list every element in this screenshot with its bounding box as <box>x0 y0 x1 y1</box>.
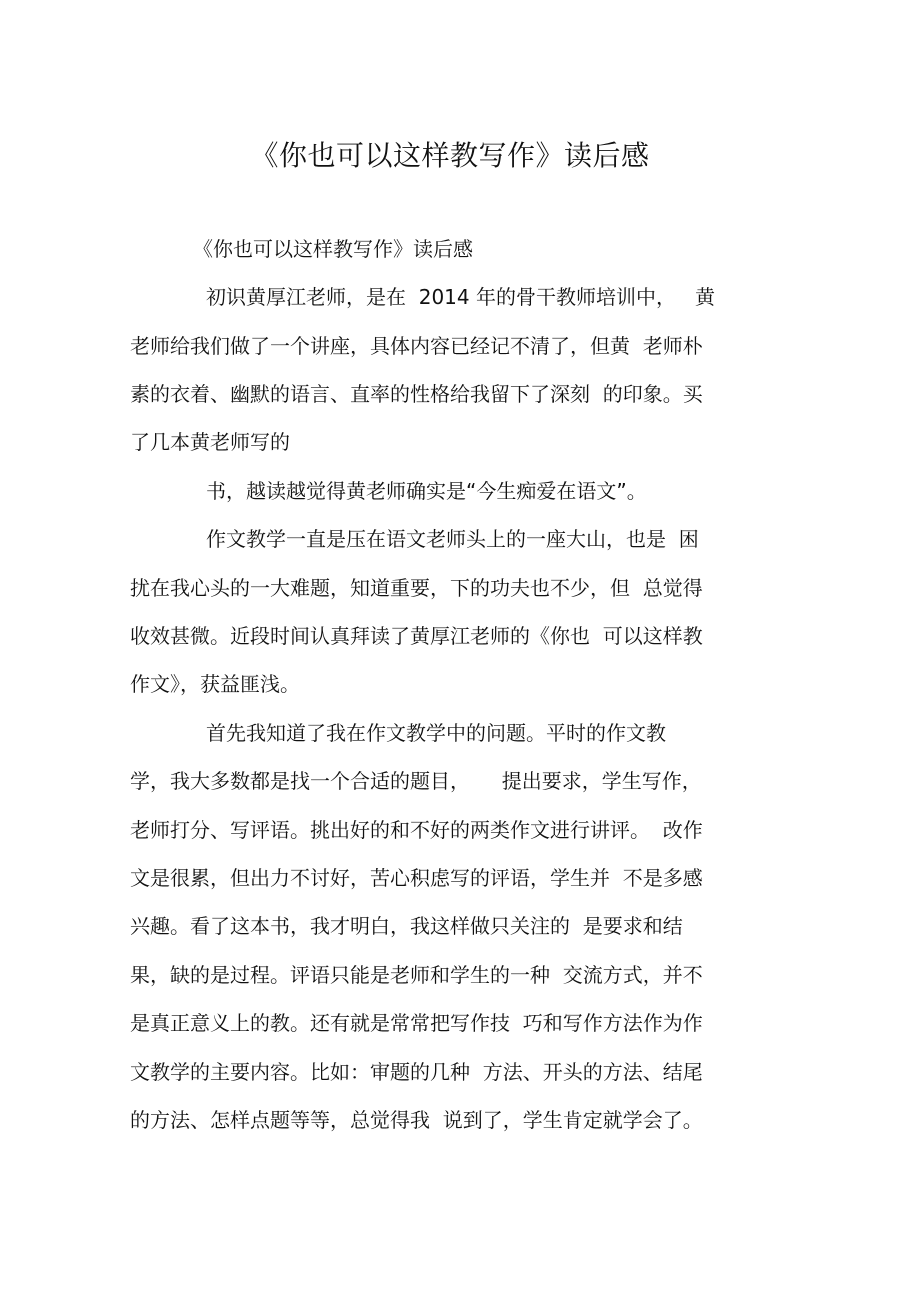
document-subtitle: 《你也可以这样教写作》读后感 <box>193 237 473 261</box>
document-title: 《你也可以这样教写作》读后感 <box>250 139 650 172</box>
text-line: 初识黄厚江老师，是在 2014 年的骨干教师培训中， 黄 <box>206 285 716 309</box>
text-line: 了几本黄老师写的 <box>130 430 290 454</box>
text-line: 扰在我心头的一大难题，知道重要，下的功夫也不少，但 总觉得 <box>130 576 703 600</box>
text-line: 收效甚微。近段时间认真拜读了黄厚江老师的《你也 可以这样教 <box>130 624 703 648</box>
text-line: 学，我大多数都是找一个合适的题目， 提出要求，学生写作， <box>130 769 702 793</box>
text-line: 作文》，获益匪浅。 <box>130 672 300 696</box>
text-line: 素的衣着、幽默的语言、直率的性格给我留下了深刻 的印象。买 <box>130 382 703 406</box>
text-line: 文是很累，但出力不讨好，苦心积虑写的评语，学生并 不是多感 <box>130 866 703 890</box>
text-line: 首先我知道了我在作文教学中的问题。平时的作文教 <box>206 721 666 745</box>
text-line: 是真正意义上的教。还有就是常常把写作技 巧和写作方法作为作 <box>130 1011 703 1035</box>
text-line: 文教学的主要内容。比如：审题的几种 方法、开头的方法、结尾 <box>130 1060 703 1084</box>
text-line: 的方法、怎样点题等等，总觉得我 说到了，学生肯定就学会了。 <box>130 1108 703 1132</box>
text-line: 书，越读越觉得黄老师确实是“今生痴爱在语文”。 <box>206 479 647 503</box>
text-line: 老师打分、写评语。挑出好的和不好的两类作文进行讲评。 改作 <box>130 818 703 842</box>
text-line: 老师给我们做了一个讲座，具体内容已经记不清了，但黄 老师朴 <box>130 334 703 358</box>
text-line: 作文教学一直是压在语文老师头上的一座大山，也是 困 <box>206 527 699 551</box>
text-line: 兴趣。看了这本书，我才明白，我这样做只关注的 是要求和结 <box>130 914 683 938</box>
text-line: 果，缺的是过程。评语只能是老师和学生的一种 交流方式，并不 <box>130 963 703 987</box>
